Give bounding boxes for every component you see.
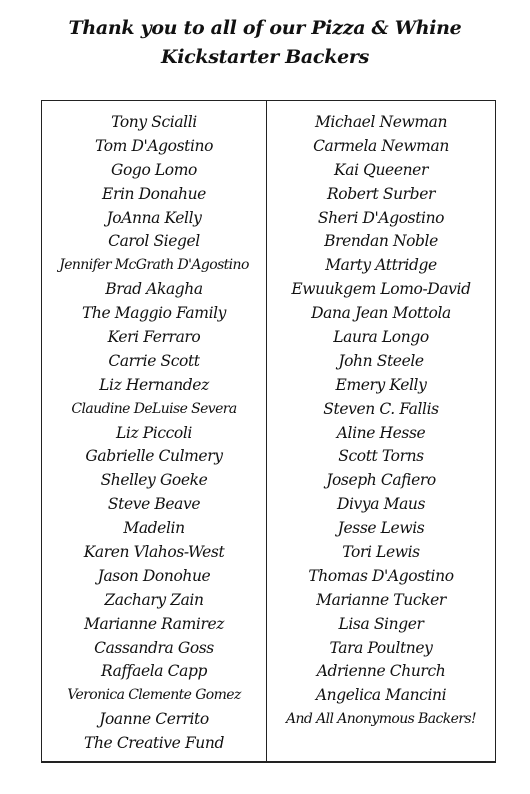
backer-name: Dana Jean Mottola	[311, 304, 451, 323]
backer-name: Tony Scialli	[111, 113, 197, 131]
backer-name: Veronica Clemente Gomez	[67, 687, 241, 704]
backer-name: Karen Vlahos-West	[83, 543, 225, 562]
backer-name: Liz Piccoli	[116, 423, 192, 442]
backer-name: Keri Ferraro	[107, 328, 201, 347]
backers-column-left	[42, 111, 266, 756]
backer-name: Jason Donohue	[97, 566, 211, 585]
backer-name: Sheri D'Agostino	[317, 208, 445, 227]
title-line-1: Thank you to all of our Pizza & Whine	[68, 17, 462, 39]
backer-name: Steven C. Fallis	[323, 399, 439, 418]
backer-name: Madelin	[123, 519, 185, 538]
backer-name: And All Anonymous Backers!	[285, 711, 477, 728]
backer-name: Kai Queener	[334, 160, 428, 179]
backer-name: Gogo Lomo	[111, 160, 197, 179]
backer-name: Gabrielle Culmery	[85, 447, 223, 466]
backer-name: The Creative Fund	[84, 734, 224, 753]
backer-name: Cassandra Goss	[94, 638, 214, 657]
backer-name: The Maggio Family	[81, 304, 227, 323]
backer-name: Ewuukgem Lomo-David	[291, 280, 471, 299]
backers-column-right	[267, 111, 495, 732]
backer-name: John Steele	[338, 351, 424, 370]
backer-name: Angelica Mancini	[315, 686, 447, 705]
backer-name: Shelley Goeke	[100, 471, 208, 490]
backer-name: Liz Hernandez	[99, 375, 209, 394]
table-bottom-rule	[41, 762, 496, 763]
backer-name: Thomas D'Agostino	[308, 566, 454, 585]
title-line-2: Kickstarter Backers	[161, 46, 369, 68]
backer-name: Robert Surber	[327, 184, 435, 203]
backer-name: JoAnna Kelly	[106, 208, 202, 227]
backer-name: Brendan Noble	[324, 232, 438, 251]
backer-name: Jennifer McGrath D'Agostino	[59, 257, 249, 274]
backer-name: Laura Longo	[333, 328, 429, 347]
backer-name: Joanne Cerrito	[99, 710, 209, 729]
backer-name: Jesse Lewis	[337, 519, 425, 538]
backer-name: Tori Lewis	[342, 543, 420, 562]
backer-name: Emery Kelly	[335, 375, 427, 394]
backer-name: Marianne Tucker	[316, 590, 446, 609]
backer-name: Carmela Newman	[313, 136, 449, 155]
backer-name: Joseph Cafiero	[326, 471, 436, 490]
backer-name: Erin Donahue	[102, 184, 206, 203]
backer-name: Marty Attridge	[325, 256, 437, 275]
backer-name: Scott Torns	[338, 447, 424, 466]
backer-name: Marianne Ramirez	[83, 614, 225, 633]
backer-name: Tara Poultney	[329, 638, 433, 657]
backer-name: Tom D'Agostino	[94, 136, 214, 155]
backer-name: Raffaela Capp	[100, 662, 208, 681]
backer-name: Carol Siegel	[108, 232, 200, 251]
backer-name: Claudine DeLuise Severa	[71, 400, 237, 417]
backer-name: Zachary Zain	[104, 590, 204, 609]
backer-name: Lisa Singer	[338, 614, 424, 633]
backer-name: Divya Maus	[336, 495, 426, 514]
backer-name: Aline Hesse	[336, 423, 426, 442]
backer-name: Adrienne Church	[316, 662, 446, 681]
backer-name: Brad Akagha	[105, 280, 203, 299]
backer-name: Carrie Scott	[108, 351, 200, 370]
backer-name: Steve Beave	[107, 495, 201, 514]
page-title	[0, 14, 530, 72]
backer-name: Michael Newman	[314, 113, 448, 131]
